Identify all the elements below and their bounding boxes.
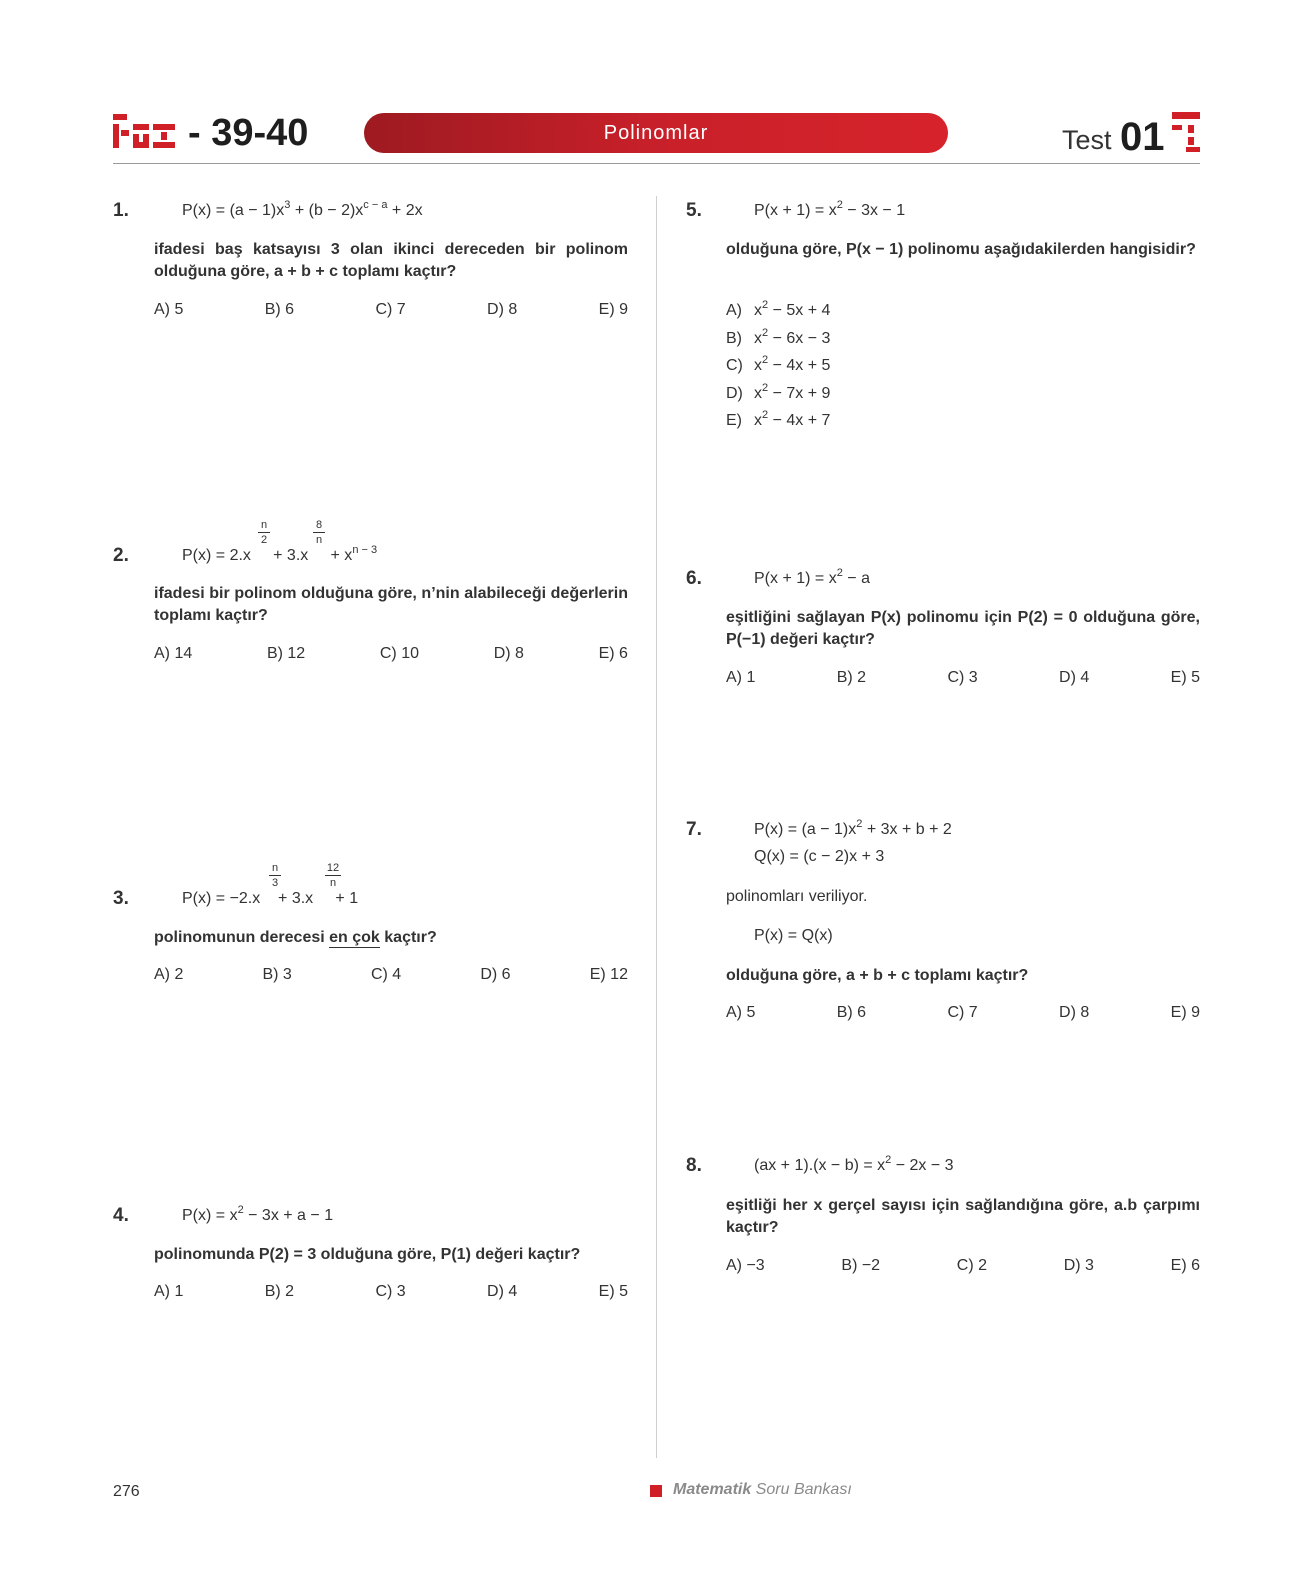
question-2-options: [154, 645, 628, 663]
question-6-formula: $P(x + 1) = x^2 - a$: [754, 567, 870, 587]
q6-option-a[interactable]: A) 1: [726, 669, 756, 686]
question-5-options: [726, 297, 1026, 435]
q8-option-d[interactable]: D) 3: [1063, 1257, 1094, 1274]
q3-option-e[interactable]: E) 12: [589, 966, 628, 983]
q1-option-a[interactable]: A) 5: [154, 301, 184, 318]
footer-square-icon: [650, 1485, 662, 1497]
question-6-number: 6.: [686, 568, 702, 589]
q1-option-b[interactable]: B) 6: [264, 301, 295, 318]
question-6-options: [726, 669, 1200, 687]
question-7-number: 7.: [686, 819, 702, 840]
q2-option-e[interactable]: E) 6: [598, 645, 628, 662]
q3-exponent-1: n 3: [269, 862, 281, 889]
question-3-formula: P(x) = −2.x + 3.x + 1: [182, 890, 359, 907]
q6-option-d[interactable]: D) 4: [1059, 669, 1090, 686]
q2-option-b[interactable]: B) 12: [266, 645, 306, 662]
q2-option-a[interactable]: A) 14: [154, 645, 193, 662]
q1-option-d[interactable]: D) 8: [487, 301, 518, 318]
q8-option-e[interactable]: E) 6: [1170, 1257, 1200, 1274]
q8-option-b[interactable]: B) −2: [841, 1257, 881, 1274]
question-8-options: [726, 1257, 1200, 1275]
column-divider: [656, 196, 657, 1458]
q3-exponent-2: 12 n: [326, 862, 340, 889]
question-3-number: 3.: [113, 888, 129, 909]
question-6-stem: eşitliğini sağlayan P(x) polinomu için P(2) = 0 olduğuna göre, P(−1) değeri kaçtır?: [726, 609, 1200, 648]
q5-option-e[interactable]: E) $x^2 - 4x + 7$: [726, 409, 831, 429]
q3-option-b[interactable]: B) 3: [262, 966, 292, 983]
question-7-formula-q: Q(x) = (c − 2)x + 3: [754, 848, 885, 865]
q4-option-c[interactable]: C) 3: [375, 1283, 406, 1300]
q7-option-e[interactable]: E) 9: [1170, 1004, 1200, 1021]
question-2-stem: ifadesi bir polinom olduğuna göre, n’nin alabileceği değerlerin toplamı kaçtır?: [154, 585, 628, 624]
q3-option-a[interactable]: A) 2: [154, 966, 184, 983]
q8-option-a[interactable]: A) −3: [726, 1257, 765, 1274]
q4-option-e[interactable]: E) 5: [598, 1283, 628, 1300]
q1-option-e[interactable]: E) 9: [598, 301, 628, 318]
test-label: Test: [1062, 125, 1112, 155]
header-rule: [113, 163, 1200, 164]
question-4-number: 4.: [113, 1205, 129, 1226]
question-5-number: 5.: [686, 200, 702, 221]
q2-option-c[interactable]: C) 10: [379, 645, 419, 662]
emphasis-underline: en çok: [329, 929, 380, 946]
q4-option-a[interactable]: A) 1: [154, 1283, 184, 1300]
q5-option-c[interactable]: C) $x^2 - 4x + 5$: [726, 354, 831, 374]
page-number: 276: [113, 1483, 140, 1500]
question-5-stem: olduğuna göre, P(x − 1) polinomu aşağıdakilerden hangisidir?: [726, 241, 1196, 258]
question-7-options: [726, 1004, 1200, 1022]
q5-option-d[interactable]: D) $x^2 - 7x + 9$: [726, 381, 831, 402]
q6-option-e[interactable]: E) 5: [1170, 669, 1200, 686]
t-brand-icon: [1172, 112, 1200, 152]
question-7-given: polinomları veriliyor.: [726, 888, 868, 905]
question-1-number: 1.: [113, 200, 129, 221]
q2-exponent-2: 8 n: [313, 519, 325, 546]
question-7-condition: P(x) = Q(x): [754, 927, 833, 944]
question-1-options: [154, 301, 628, 319]
question-3-stem: polinomunun derecesi en çok kaçtır?: [154, 929, 437, 946]
test-number: 01: [1120, 115, 1165, 159]
question-4-stem: polinomunda P(2) = 3 olduğuna göre, P(1) değeri kaçtır?: [154, 1246, 581, 1263]
q7-option-d[interactable]: D) 8: [1059, 1004, 1090, 1021]
question-5-formula: $P(x + 1) = x^2 - 3x - 1$: [754, 199, 906, 219]
q7-option-b[interactable]: B) 6: [836, 1004, 867, 1021]
q1-option-c[interactable]: C) 7: [375, 301, 406, 318]
question-4-formula: $P(x) = x^2 - 3x + a - 1$: [182, 1204, 334, 1224]
q3-option-d[interactable]: D) 6: [480, 966, 511, 983]
q6-option-b[interactable]: B) 2: [836, 669, 867, 686]
topic-banner: Polinomlar: [364, 113, 948, 153]
question-2-number: 2.: [113, 545, 129, 566]
q2-exponent-1: n 2: [258, 519, 270, 546]
q8-option-c[interactable]: C) 2: [956, 1257, 988, 1274]
question-1-formula: $P(x) = (a - 1)x^3 + (b - 2)x^{c - a} + 2x$: [182, 199, 423, 219]
footer-brand: Matematik Soru Bankası: [673, 1481, 852, 1498]
question-8-stem: eşitliği her x gerçel sayısı için sağlandığına göre, a.b çarpımı kaçtır?: [726, 1197, 1200, 1236]
q7-option-c[interactable]: C) 7: [947, 1004, 978, 1021]
q4-option-d[interactable]: D) 4: [487, 1283, 518, 1300]
question-2-formula: P(x) = 2.x + 3.x + $x^{n - 3}$: [182, 544, 378, 564]
q4-option-b[interactable]: B) 2: [264, 1283, 295, 1300]
question-4-options: [154, 1283, 628, 1301]
q2-option-d[interactable]: D) 8: [493, 645, 524, 662]
q5-option-a[interactable]: A) $x^2 - 5x + 4$: [726, 299, 831, 319]
q5-option-b[interactable]: B) $x^2 - 6x - 3$: [726, 326, 831, 347]
question-8-number: 8.: [686, 1155, 702, 1176]
question-7-formula-p: $P(x) = (a - 1)x^2 + 3x + b + 2$: [754, 818, 952, 838]
q3-option-c[interactable]: C) 4: [370, 966, 402, 983]
question-3-options: [154, 966, 628, 984]
q6-option-c[interactable]: C) 3: [947, 669, 978, 686]
faz-logo: [113, 112, 179, 150]
q7-option-a[interactable]: A) 5: [726, 1004, 756, 1021]
question-8-formula: $(ax + 1).(x - b) = x^2 - 2x - 3$: [754, 1154, 954, 1174]
question-7-stem: olduğuna göre, a + b + c toplamı kaçtır?: [726, 967, 1029, 984]
faz-range: - 39-40: [188, 112, 309, 154]
question-1-stem: ifadesi baş katsayısı 3 olan ikinci dereceden bir polinom olduğuna göre, a + b + c toplamı kaçtır?: [154, 241, 628, 280]
